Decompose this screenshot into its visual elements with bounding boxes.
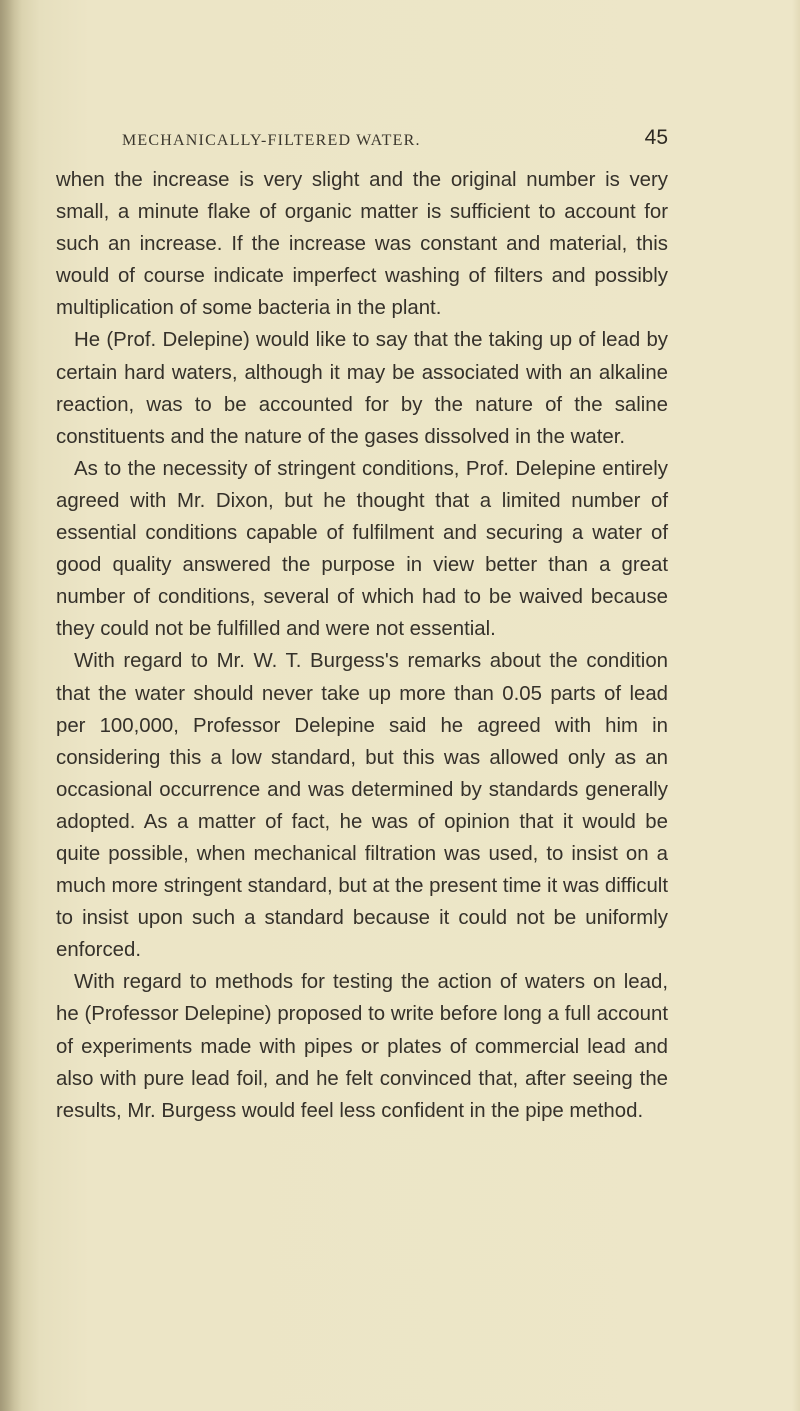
paragraph-5: With regard to methods for testing the action of waters on lead, he (Professor Delepine) proposed to write before long a full account of experiments made with pipes or plates of commercial lead and also with pure lead foil, and he felt convinced that, after seeing the results, Mr. Burgess would feel less confident in the pipe method. — [56, 971, 668, 1122]
running-head: MECHANICALLY-FILTERED WATER. — [122, 132, 421, 149]
page-edge — [792, 0, 800, 1411]
paragraph-2: He (Prof. Delepine) would like to say that the taking up of lead by certain hard waters, although it may be associated with an alkaline reaction, was to be accounted for by the nature of the saline constituents and the nature of the gases dissolved in the water. — [56, 329, 668, 448]
page-header — [60, 126, 668, 158]
paragraph-4: With regard to Mr. W. T. Burgess's remarks about the condition that the water should never take up more than 0.05 parts of lead per 100,000, Professor Delepine said he agreed with him in considering this a low standard, but this was allowed only as an occasional occurrence and was determined by standards generally adopted. As a matter of fact, he was of opinion that it would be quite possible, when mechanical filtration was used, to insist on a much more stringent standard, but at the present time it was difficult to insist upon such a standard because it could not be uniformly enforced. — [56, 650, 668, 962]
page-number: 45 — [644, 126, 668, 149]
paragraph-3: As to the necessity of stringent conditions, Prof. Delepine entirely agreed with Mr. Dixon, but he thought that a limited number of essential conditions capable of fulfilment and securing a water of good quality answered the purpose in view better than a great number of conditions, several of which had to be waived because they could not be fulfilled and were not essential. — [56, 457, 668, 641]
paragraph-1: when the increase is very slight and the original number is very small, a minute flake of organic matter is sufficient to account for such an increase. If the increase was constant and material, this would of course indicate imperfect washing of filters and possibly multiplication of some bacteria in the plant. — [56, 169, 668, 320]
gutter-shadow — [0, 0, 22, 1411]
body-text — [56, 164, 668, 1127]
